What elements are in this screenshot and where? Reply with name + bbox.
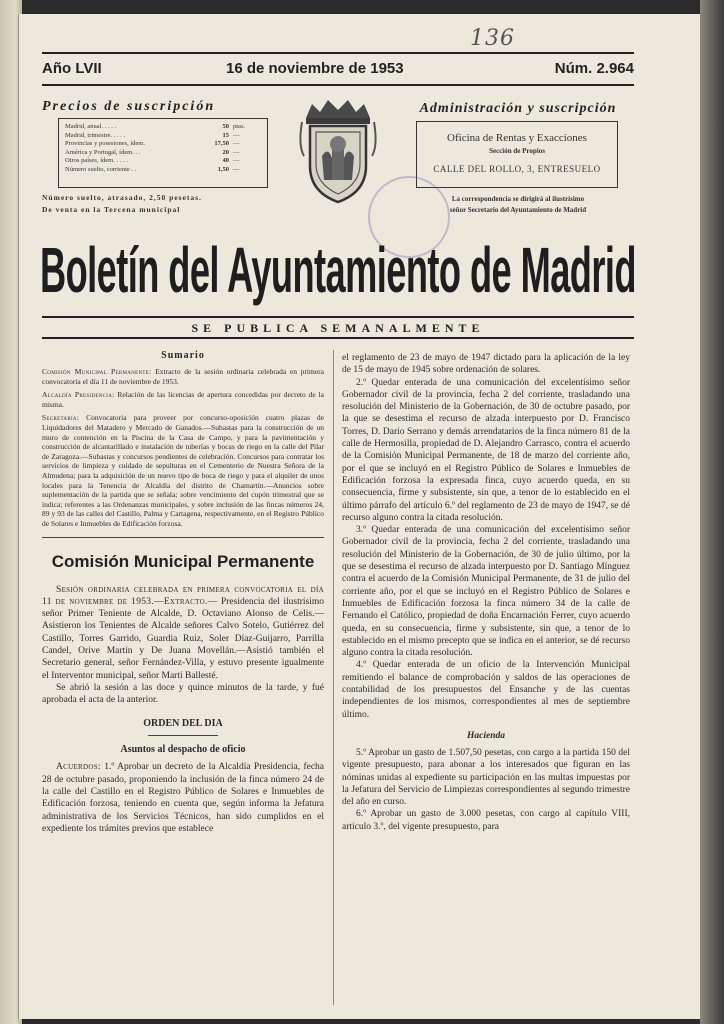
sumario-title: Sumario (161, 350, 205, 361)
publication-frequency: SE PUBLICA SEMANALMENTE (191, 321, 485, 335)
agreement-paragraph: Acuerdos: 1.º Aprobar un decreto de la Alcaldía Presidencia, fecha 28 de octubre pasado, proponiendo la inclusión de la finca número 24 de la calle del Castillo en el Registro Público de Solares e Inmuebles de Edificación forzosa, teniendo en cuenta que, según informa la Jefatura administrativa de los Servicios Técnicos, han sido cumplidos en el expediente los trámites previos que establece (42, 762, 324, 834)
price-row: Provincias y posesiones, ídem. 17,50 — (65, 140, 240, 148)
bulletin-masthead: Boletín del Ayuntamiento de Madrid (40, 234, 636, 306)
section-divider (42, 537, 324, 538)
sumario-item: Alcaldía Presidencia: Relación de las licencias de apertura concedidas por decreto de la misma. (42, 390, 324, 409)
issue-header (42, 60, 634, 84)
price-row: Otros países, ídem. . . . . 40 — (65, 157, 240, 165)
session-paragraph: Sesión ordinaria celebrada en primera convocatoria el día 11 de noviembre de 1953.—Extracto.— Presidencia del ilustrísimo señor Primer Teniente de Alcalde, D. Octaviano Alonso de Celis.—Asistieron los Tenientes de Alcalde señores Calvo Sotelo, Gutiérrez del Castillo, Torres Garrido, Guardia Ruiz, Soler Díaz-Guijarro, Parrilla Candel, Orive Martín y De Juana Movellán.—Asistió también el Secretario general, señor Fernández-Villa, y estuvo presente igualmente el Interventor municipal, señor Martí Ballesté. (42, 584, 324, 681)
agreement-paragraph: 4.º Quedar enterada de un oficio de la Intervención Municipal remitiendo el balance de comprobación y saldos de las operaciones de contabilidad de los presupuestos del Ensanche y de las cuentas independientes de los mismos, correspondientes al mes de septiembre último. (342, 660, 630, 720)
agreement-paragraph: 5.º Aprobar un gasto de 1.507,50 pesetas, con cargo a la partida 150 del vigente presupuesto, para abonar a los interesados que figuran en las nóminas unidas al expediente su participación en las multas impuestas por la Jefatura del Servicio de Limpiezas correspondientes al segundo trimestre del año en curso. (342, 747, 630, 808)
left-column (42, 350, 324, 1015)
agreement-paragraph: 6.º Aprobar un gasto de 3.000 pesetas, con cargo al capítulo VIII, artículo 3.º, del vigente presupuesto, para (342, 809, 630, 832)
subscription-price-table (58, 118, 268, 188)
correspondence-note-1: La correspondencia se dirigirá al ilustrísimo (451, 195, 585, 203)
subscription-note-back-issue: Número suelto, atrasado, 2,50 pesetas. (42, 193, 202, 202)
correspondence-note-2: señor Secretario del Ayuntamiento de Madrid (449, 206, 587, 214)
header-rule (42, 84, 634, 86)
price-row: Madrid, trimestre. . . . . 15 — (65, 131, 240, 139)
office-section: Sección de Propios (489, 147, 545, 155)
session-opening-paragraph: Se abrió la sesión a las doce y quince minutos de la tarde, y fué aprobada el acta de la anterior. (42, 682, 324, 706)
madrid-coat-of-arms (296, 96, 380, 208)
price-row: Madrid, anual. . . . . 50 ptas. (65, 123, 246, 130)
office-name: Oficina de Rentas y Exacciones (447, 132, 587, 144)
price-row: América y Portugal, ídem. . . 20 — (65, 148, 240, 156)
column-divider (333, 350, 334, 1005)
subscription-note-sale: De venta en la Tercena municipal (42, 205, 181, 214)
agreement-paragraph: 3.º Quedar enterada de una comunicación del excelentísimo señor Gobernador civil de la provincia, fecha 2 del corriente, trasladando una resolución del Ministerio de la Gobernación, de 30 de julio último, por la que se desestima el recurso de alzada interpuesto por D. Santiago Mínguez contra el acuerdo de la Comisión Municipal Permanente, de 31 de julio del corriente año, por el que se incluyó en el Registro Público de Solares e Inmuebles de Edificación forzosa la finca número 34 de la calle de Fernando el Católico, propiedad de doña Encarnación Ferrer, cuyo acuerdo queda, en su consecuencia, firme y subsistente, sin que, a tenor de lo establecido en el mismo precepto que se indica en el anterior, se dé recurso alguno contra la citada resolución. (342, 525, 630, 659)
sumario-item: Comisión Municipal Permanente: Extracto de la sesión ordinaria celebrada en primera convocatoria el día 11 de noviembre de 1953. (42, 367, 324, 386)
agenda-heading: ORDEN DEL DIA (143, 718, 223, 730)
administration-title: Administración y suscripción (419, 101, 617, 116)
agenda-subheading: Asuntos al despacho de oficio (120, 744, 246, 756)
issue-number: Núm. 2.964 (554, 60, 634, 77)
scan-background (700, 0, 724, 1024)
handwritten-page-number: 136 (470, 26, 515, 51)
agreement-paragraph: el reglamento de 23 de mayo de 1947 dictado para la aplicación de la ley de 15 de mayo de 1945 sobre ordenación de solares. (342, 353, 630, 376)
agreement-paragraph: 2.º Quedar enterada de una comunicación del excelentísimo señor Gobernador civil de la provincia, fecha 2 del corriente, trasladando una resolución del Ministerio de la Gobernación, de 30 de octubre pasado, por la que se desestima el recurso de alzada interpuesto por D. Francisco Torres, D. Darío Serrano y demás arrendatarios de la finca número 81 de la calle de Hermosilla, propiedad de D. Alejandro Carrasco, contra el acuerdo de la Comisión Municipal Permanente, de 18 de marzo del corriente año, por el que se incluyó en el Registro Público de Solares e Inmuebles de Edificación forzosa la expresada finca, cuyo acuerdo queda, en su consecuencia, firme y subsistente, sin que, a tenor de lo establecido en el último párrafo del artículo 6.º del reglamento de 23 de mayo de 1947, se dé recurso alguno contra la citada resolución. (342, 377, 630, 523)
hacienda-heading: Hacienda (467, 730, 505, 741)
issue-year: Año LVII (42, 60, 102, 77)
sumario-item: Secretaría: Convocatoria para proveer por concurso-oposición cuatro plazas de Liquidadores del Matadero y Mercado de Ganados.—Subastas para la construcción de un muro de contención en la Piscina de la Casa de Campo, y para la pavimentación y construcción de alcantarillado e instalación de tuberías y bocas de riego en la calle del Pilar de Zaragoza.—Subastas y concursos pendientes de celebración. Concursos para contratar los servicios de limpieza y cuidado de sepulturas en el Cementerio de Nuestra Señora de la Almudena; para la adquisición de un nuevo tipo de boca de riego y para el alquiler de unos locales para la Tenencia de Alcaldía del distrito de Chamartín.—Anuncios sobre suplementación de la partida que se señala; sobre vencimiento del cupón trimestral que se indica; referentes a las Ordenanzas municipales, y sobre inclusión de las fincas números 24, 89 y 93 de las calles del Castillo, Palma y Cartagena, respectivamente, en el Registro Público de Solares e Inmuebles de Edificación forzosa. (42, 413, 324, 528)
section-heading-comision: Comisión Municipal Permanente (51, 551, 315, 571)
price-row: Número suelto, corriente . . 1,50 — (65, 165, 240, 173)
right-column (342, 352, 630, 1012)
issue-date: 16 de noviembre de 1953 (226, 60, 404, 77)
agenda-heading-rule (148, 735, 218, 736)
subscription-title: Precios de suscripción (42, 99, 216, 114)
administration-office-box (416, 121, 618, 188)
masthead-rule (42, 316, 634, 318)
top-rule (42, 52, 634, 54)
office-address: CALLE DEL ROLLO, 3, ENTRESUELO (433, 164, 601, 174)
masthead-bottom-rule (42, 337, 634, 339)
